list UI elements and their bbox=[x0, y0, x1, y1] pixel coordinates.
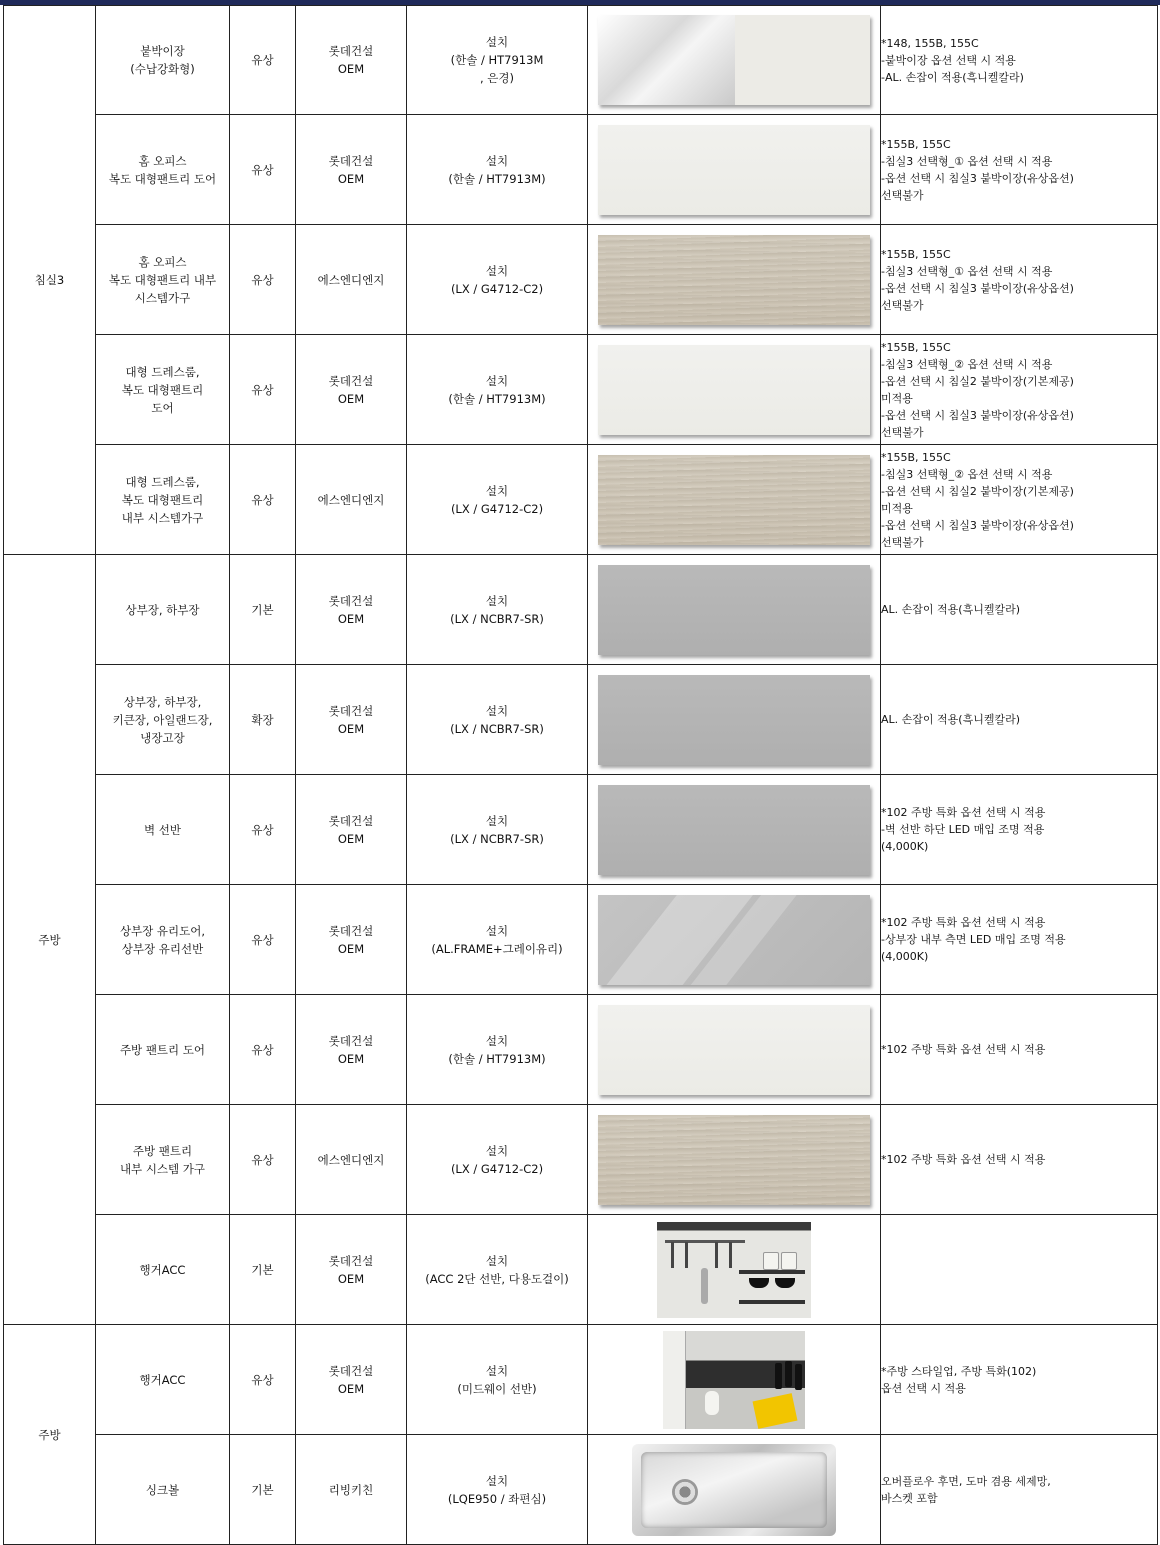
table-row bbox=[4, 1435, 1158, 1545]
table-row bbox=[4, 995, 1158, 1105]
spec-cell: 설치 (LX / NCBR7-SR) bbox=[407, 665, 588, 775]
maker-cell: 에스엔디엔지 bbox=[296, 1105, 407, 1215]
maker-cell: 롯데건설 OEM bbox=[296, 885, 407, 995]
area-cell: 주방 bbox=[4, 1325, 96, 1545]
note-cell: AL. 손잡이 적용(흑니켈칼라) bbox=[881, 665, 1158, 775]
note-cell: *148, 155B, 155C -붙박이장 옵션 선택 시 적용 -AL. 손잡이 적용(흑니켈칼라) bbox=[881, 6, 1158, 115]
note-cell: *155B, 155C -침실3 선택형_② 옵션 선택 시 적용 -옵션 선택 시 침실2 붙박이장(기본제공) 미적용 -옵션 선택 시 침실3 붙박이장(유상옵션) 선택불가 bbox=[881, 335, 1158, 445]
note-cell: *155B, 155C -침실3 선택형_② 옵션 선택 시 적용 -옵션 선택 시 침실2 붙박이장(기본제공) 미적용 -옵션 선택 시 침실3 붙박이장(유상옵션) 선택불가 bbox=[881, 445, 1158, 555]
midway-shelf-photo bbox=[663, 1331, 805, 1429]
swatch-cell bbox=[588, 1325, 881, 1435]
table-row bbox=[4, 775, 1158, 885]
maker-cell: 롯데건설 OEM bbox=[296, 775, 407, 885]
area-cell: 주방 bbox=[4, 555, 96, 1325]
swatch-cell bbox=[588, 335, 881, 445]
swatch-cell bbox=[588, 1105, 881, 1215]
maker-cell: 롯데건설 OEM bbox=[296, 1215, 407, 1325]
spec-cell: 설치 (AL.FRAME+그레이유리) bbox=[407, 885, 588, 995]
swatch-cell bbox=[588, 115, 881, 225]
spec-cell: 설치 (한솔 / HT7913M , 은경) bbox=[407, 6, 588, 115]
grade-cell: 유상 bbox=[230, 335, 296, 445]
spec-cell: 설치 (LX / G4712-C2) bbox=[407, 1105, 588, 1215]
swatch-cell bbox=[588, 775, 881, 885]
maker-cell: 롯데건설 OEM bbox=[296, 115, 407, 225]
item-name: 싱크볼 bbox=[96, 1435, 230, 1545]
table-row bbox=[4, 1105, 1158, 1215]
maker-cell: 리빙키친 bbox=[296, 1435, 407, 1545]
maker-cell: 에스엔디엔지 bbox=[296, 445, 407, 555]
note-cell: *102 주방 특화 옵션 선택 시 적용 bbox=[881, 995, 1158, 1105]
item-name: 홈 오피스 복도 대형팬트리 도어 bbox=[96, 115, 230, 225]
maker-cell: 롯데건설 OEM bbox=[296, 995, 407, 1105]
note-cell bbox=[881, 1215, 1158, 1325]
note-cell: *155B, 155C -침실3 선택형_① 옵션 선택 시 적용 -옵션 선택 시 침실3 붙박이장(유상옵션) 선택불가 bbox=[881, 115, 1158, 225]
maker-cell: 롯데건설 OEM bbox=[296, 335, 407, 445]
item-name: 홈 오피스 복도 대형팬트리 내부 시스템가구 bbox=[96, 225, 230, 335]
table-row bbox=[4, 1325, 1158, 1435]
item-name: 행거ACC bbox=[96, 1325, 230, 1435]
spec-cell: 설치 (ACC 2단 선반, 다용도걸이) bbox=[407, 1215, 588, 1325]
table-row bbox=[4, 1215, 1158, 1325]
table-row bbox=[4, 885, 1158, 995]
spec-cell: 설치 (한솔 / HT7913M) bbox=[407, 995, 588, 1105]
grade-cell: 유상 bbox=[230, 445, 296, 555]
swatch-cell bbox=[588, 885, 881, 995]
maker-cell: 롯데건설 OEM bbox=[296, 665, 407, 775]
swatch-cell bbox=[588, 995, 881, 1105]
white-swatch bbox=[598, 125, 870, 215]
swatch-cell bbox=[588, 225, 881, 335]
spec-cell: 설치 (한솔 / HT7913M) bbox=[407, 115, 588, 225]
spec-table bbox=[3, 5, 1158, 1545]
maker-cell: 롯데건설 OEM bbox=[296, 6, 407, 115]
item-name: 주방 팬트리 내부 시스템 가구 bbox=[96, 1105, 230, 1215]
grade-cell: 유상 bbox=[230, 6, 296, 115]
table-row bbox=[4, 225, 1158, 335]
item-name: 주방 팬트리 도어 bbox=[96, 995, 230, 1105]
swatch-cell bbox=[588, 445, 881, 555]
item-name: 상부장 유리도어, 상부장 유리선반 bbox=[96, 885, 230, 995]
swatch-cell bbox=[588, 6, 881, 115]
item-name: 상부장, 하부장 bbox=[96, 555, 230, 665]
wood-swatch bbox=[598, 1115, 870, 1205]
grade-cell: 기본 bbox=[230, 555, 296, 665]
swatch-cell bbox=[588, 1435, 881, 1545]
grade-cell: 유상 bbox=[230, 115, 296, 225]
white-swatch bbox=[598, 1005, 870, 1095]
spec-cell: 설치 (LQE950 / 좌편심) bbox=[407, 1435, 588, 1545]
spec-cell: 설치 (LX / NCBR7-SR) bbox=[407, 775, 588, 885]
grade-cell: 기본 bbox=[230, 1215, 296, 1325]
note-cell: *102 주방 특화 옵션 선택 시 적용 bbox=[881, 1105, 1158, 1215]
grade-cell: 확장 bbox=[230, 665, 296, 775]
grade-cell: 유상 bbox=[230, 775, 296, 885]
item-name: 행거ACC bbox=[96, 1215, 230, 1325]
note-cell: *102 주방 특화 옵션 선택 시 적용 -상부장 내부 측면 LED 매입 조명 적용 (4,000K) bbox=[881, 885, 1158, 995]
item-name: 붙박이장 (수납강화형) bbox=[96, 6, 230, 115]
grade-cell: 유상 bbox=[230, 225, 296, 335]
table-row bbox=[4, 115, 1158, 225]
spec-cell: 설치 (LX / G4712-C2) bbox=[407, 445, 588, 555]
wood-swatch bbox=[598, 455, 870, 545]
spec-cell: 설치 (LX / NCBR7-SR) bbox=[407, 555, 588, 665]
grade-cell: 유상 bbox=[230, 995, 296, 1105]
maker-cell: 롯데건설 OEM bbox=[296, 1325, 407, 1435]
grade-cell: 유상 bbox=[230, 1105, 296, 1215]
note-cell: *102 주방 특화 옵션 선택 시 적용 -벽 선반 하단 LED 매입 조명 적용 (4,000K) bbox=[881, 775, 1158, 885]
grade-cell: 기본 bbox=[230, 1435, 296, 1545]
maker-cell: 롯데건설 OEM bbox=[296, 555, 407, 665]
table-row bbox=[4, 665, 1158, 775]
spec-cell: 설치 (LX / G4712-C2) bbox=[407, 225, 588, 335]
table-row bbox=[4, 445, 1158, 555]
maker-cell: 에스엔디엔지 bbox=[296, 225, 407, 335]
note-cell: *주방 스타일업, 주방 특화(102) 옵션 선택 시 적용 bbox=[881, 1325, 1158, 1435]
white-swatch bbox=[598, 345, 870, 435]
table-row bbox=[4, 6, 1158, 115]
spec-cell: 설치 (미드웨이 선반) bbox=[407, 1325, 588, 1435]
item-name: 대형 드레스룸, 복도 대형팬트리 내부 시스템가구 bbox=[96, 445, 230, 555]
table-row bbox=[4, 555, 1158, 665]
hanger-acc-photo bbox=[657, 1222, 811, 1318]
note-cell: 오버플로우 후면, 도마 겸용 세제망, 바스켓 포함 bbox=[881, 1435, 1158, 1545]
item-name: 상부장, 하부장, 키큰장, 아일랜드장, 냉장고장 bbox=[96, 665, 230, 775]
item-name: 벽 선반 bbox=[96, 775, 230, 885]
swatch-cell bbox=[588, 555, 881, 665]
swatch-cell bbox=[588, 1215, 881, 1325]
spec-cell: 설치 (한솔 / HT7913M) bbox=[407, 335, 588, 445]
gray-swatch bbox=[598, 675, 870, 765]
note-cell: AL. 손잡이 적용(흑니켈칼라) bbox=[881, 555, 1158, 665]
item-name: 대형 드레스룸, 복도 대형팬트리 도어 bbox=[96, 335, 230, 445]
table-row bbox=[4, 335, 1158, 445]
wood-swatch bbox=[598, 235, 870, 325]
sink-bowl-photo bbox=[632, 1444, 836, 1536]
mirror-white-swatch bbox=[598, 15, 870, 105]
gray-swatch bbox=[598, 785, 870, 875]
swatch-cell bbox=[588, 665, 881, 775]
grade-cell: 유상 bbox=[230, 885, 296, 995]
grade-cell: 유상 bbox=[230, 1325, 296, 1435]
glass-swatch bbox=[598, 895, 870, 985]
area-cell: 침실3 bbox=[4, 6, 96, 555]
gray-swatch bbox=[598, 565, 870, 655]
note-cell: *155B, 155C -침실3 선택형_① 옵션 선택 시 적용 -옵션 선택 시 침실3 붙박이장(유상옵션) 선택불가 bbox=[881, 225, 1158, 335]
